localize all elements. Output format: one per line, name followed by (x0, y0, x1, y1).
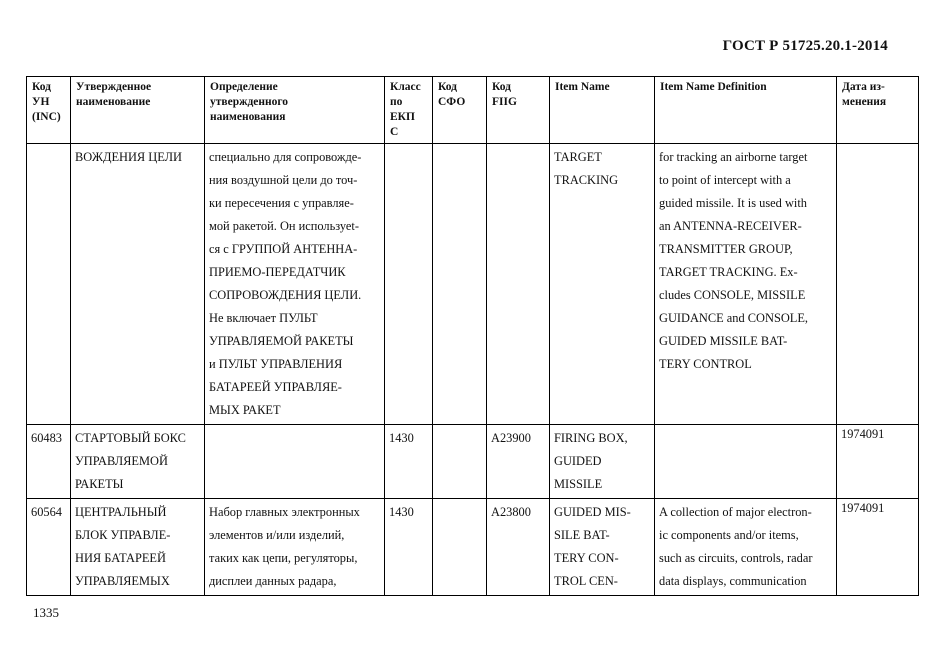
cell-item-name: FIRING BOX, GUIDED MISSILE (550, 425, 655, 499)
cell-class (385, 144, 433, 425)
cell-name-ru: СТАРТОВЫЙ БОКС УПРАВЛЯЕМОЙ РАКЕТЫ (71, 425, 205, 499)
cell-date (837, 144, 919, 425)
cell-class: 1430 (385, 499, 433, 596)
cell-name-ru: ВОЖДЕНИЯ ЦЕЛИ (71, 144, 205, 425)
header-sfo-code: Код СФО (433, 77, 487, 144)
cell-code: 60564 (27, 499, 71, 596)
header-approved-name: Утвержденное наименование (71, 77, 205, 144)
cell-class: 1430 (385, 425, 433, 499)
cell-item-definition (655, 425, 837, 499)
table-row (27, 144, 919, 425)
cell-code: 60483 (27, 425, 71, 499)
cell-fiig: A23800 (487, 499, 550, 596)
header-item-name-definition: Item Name Definition (655, 77, 837, 144)
cell-definition-ru: Набор главных электронных элементов и/или изделий, таких как цепи, регуляторы, дисплеи данных радара, (205, 499, 385, 596)
cell-sfo (433, 144, 487, 425)
catalog-table (26, 76, 919, 596)
header-fiig-code: Код FIIG (487, 77, 550, 144)
header-inc-code: Код УН (INC) (27, 77, 71, 144)
cell-sfo (433, 425, 487, 499)
cell-name-ru: ЦЕНТРАЛЬНЫЙ БЛОК УПРАВЛЕ- НИЯ БАТАРЕЕЙ УПРАВЛЯЕМЫХ (71, 499, 205, 596)
cell-definition-ru (205, 425, 385, 499)
cell-sfo (433, 499, 487, 596)
cell-definition-ru: специально для сопровожде- ния воздушной цели до точ- ки пересечения с управляе- мой ракетой. Он используеt- ся с ГРУППОЙ АНТЕННА- ПРИЕМО-ПЕРЕДАТЧИК СОПРОВОЖДЕНИЯ ЦЕЛИ. Не включает ПУЛЬТ УПРАВЛЯЕМОЙ РАКЕТЫ и ПУЛЬТ УПРАВЛЕНИЯ БАТАРЕЕЙ УПРАВЛЯЕ- МЫХ РАКЕТ (205, 144, 385, 425)
cell-date: 1974091 (837, 425, 919, 499)
cell-fiig (487, 144, 550, 425)
cell-item-definition: A collection of major electron- ic components and/or items, such as circuits, controls, radar data displays, communication (655, 499, 837, 596)
table-row (27, 425, 919, 499)
cell-code (27, 144, 71, 425)
cell-fiig: A23900 (487, 425, 550, 499)
document-standard-number: ГОСТ Р 51725.20.1-2014 (722, 38, 888, 54)
header-item-name: Item Name (550, 77, 655, 144)
header-name-definition: Определение утвержденного наименования (205, 77, 385, 144)
cell-date: 1974091 (837, 499, 919, 596)
header-class: Класс по ЕКП С (385, 77, 433, 144)
page-number: 1335 (33, 605, 59, 620)
header-change-date: Дата из- менения (837, 77, 919, 144)
cell-item-name: GUIDED MIS- SILE BAT- TERY CON- TROL CEN- (550, 499, 655, 596)
cell-item-name: TARGET TRACKING (550, 144, 655, 425)
cell-item-definition: for tracking an airborne target to point of intercept with a guided missile. It is used with an ANTENNA-RECEIVER- TRANSMITTER GROUP, TARGET TRACKING. Ex- cludes CONSOLE, MISSILE GUIDANCE and CONSOLE, GUIDED MISSILE BAT- TERY CONTROL (655, 144, 837, 425)
table-row (27, 499, 919, 596)
table-header-row (27, 77, 919, 144)
